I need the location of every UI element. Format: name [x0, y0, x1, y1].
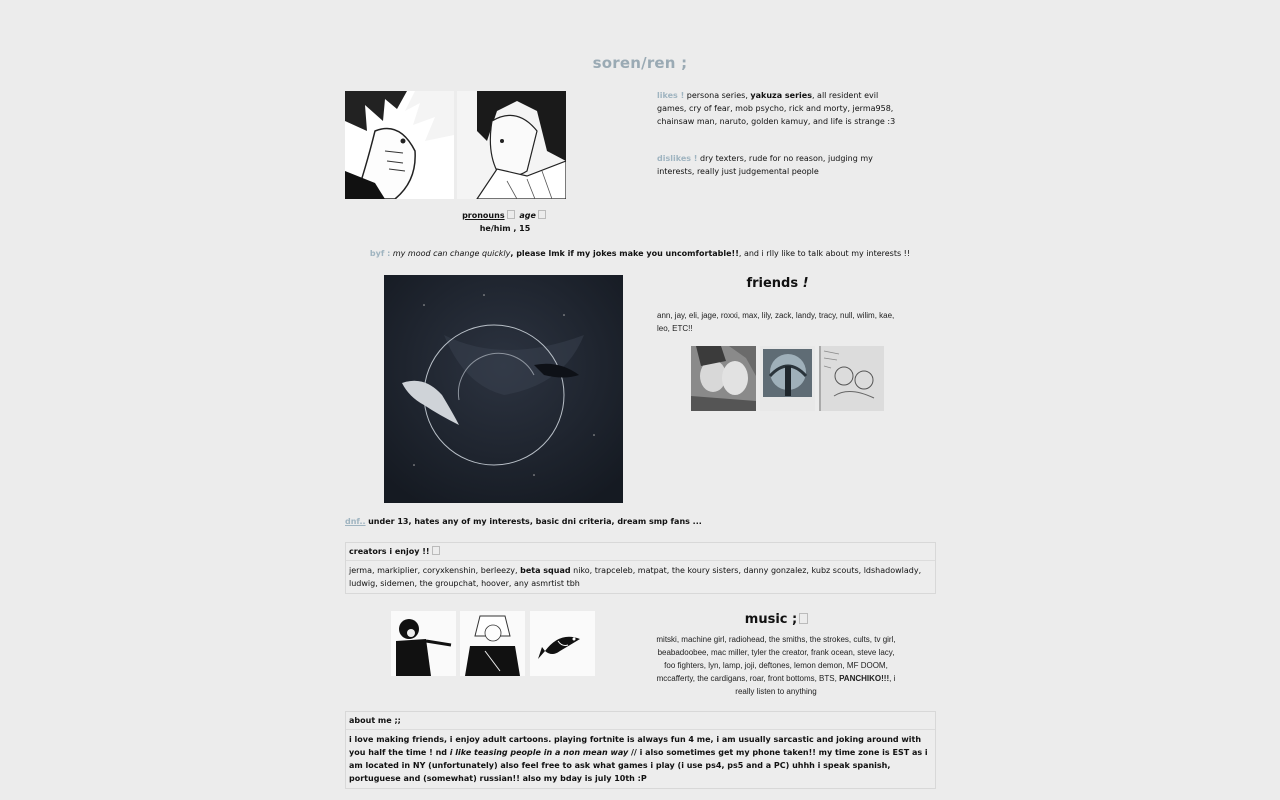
byf-bold: , please lmk if my jokes make you uncomfortable!!: [510, 249, 739, 258]
dni-text: under 13, hates any of my interests, basic dni criteria, dream smp fans ...: [368, 517, 702, 526]
friends-heading-text: friends: [746, 276, 799, 291]
creators-bold: beta squad: [520, 566, 571, 575]
music-heading: [655, 612, 900, 627]
symbol-icon: [538, 210, 546, 219]
likes-section: [657, 89, 902, 128]
byf-italic: my mood can change quickly: [392, 249, 511, 258]
likes-bold: yakuza series: [750, 91, 812, 100]
creators-text: jerma, markiplier, coryxkenshin, berleezy,: [349, 566, 521, 575]
sasuke-manga-image: [457, 91, 566, 199]
friends-heading-suffix: !: [802, 276, 809, 291]
friends-photo-2: [760, 346, 815, 411]
symbol-icon: [799, 613, 808, 624]
manga-couple-image: [391, 611, 456, 676]
pronouns-label-row: [400, 209, 610, 222]
friends-heading: [655, 276, 900, 291]
symbol-icon: [432, 546, 440, 555]
music-text-rest: , i really listen to anything: [735, 674, 896, 696]
creators-body: [346, 561, 935, 593]
friends-photo-3: [819, 346, 884, 411]
creators-text-rest: niko, trapceleb, matpat, the koury sisters, danny gonzalez, kubz scouts, ldshadowlady, ludwig, sidemen, the groupchat, hoover, any asmrtist tbh: [349, 566, 922, 588]
symbol-icon: [507, 210, 515, 219]
pronouns-value: he/him , 15: [479, 224, 531, 233]
music-bold: PANCHIKO!!!: [839, 674, 890, 683]
dni-label: dnf..: [345, 517, 366, 526]
byf-section: [0, 247, 1280, 260]
creators-header-text: creators i enjoy !!: [349, 547, 430, 556]
likes-label: likes !: [657, 91, 685, 100]
music-heading-text: music ;: [744, 612, 798, 627]
dislikes-text: dry texters, rude for no reason, judging my interests, really just judgemental people: [657, 154, 873, 176]
music-text: mitski, machine girl, radiohead, the smiths, the strokes, cults, tv girl, beabadoobee, mac miller, tyler the creator, frank ocean, steve lacy, foo fighters, lyn, lamp, joji, deftones, lemon demon, MF DOOM, mccafferty, the cardigans, roar, front bottoms, BTS,: [656, 635, 896, 683]
friends-list: ann, jay, eli, jage, roxxi, max, lily, zack, landy, tracy, null, wilim, kae, leo, ETC!!: [657, 311, 895, 333]
dni-section: [345, 515, 945, 528]
age-label: age: [519, 211, 536, 220]
space-fish-image: [384, 275, 623, 503]
page-title: soren/ren ;: [592, 54, 688, 72]
byf-label: byf :: [369, 249, 391, 258]
dislikes-section: [657, 152, 882, 178]
byf-text: , and i rlly like to talk about my interests !!: [738, 249, 911, 258]
about-header: about me ;;: [346, 712, 935, 730]
about-text: i love making friends, i enjoy adult cartoons. playing fortnite is always fun 4 me, i am usually sarcastic and joking around with you half the time ! nd: [349, 735, 922, 757]
about-text-rest: // i also sometimes get my phone taken!! my time zone is EST as i am located in NY (unfortunately) also feel free to ask what games i play (i use ps4, ps5 and a PC) uhhh i speak spanish, portuguese and (somewhat) russian!! also my bday is july 10th :P: [349, 748, 928, 783]
koi-fish-image: [530, 611, 595, 676]
friends-photo-1: [691, 346, 756, 411]
likes-text: persona series,: [686, 91, 751, 100]
about-body: [346, 730, 935, 788]
about-italic: i like teasing people in a non mean way: [449, 748, 629, 757]
pronouns-label: pronouns: [462, 211, 505, 220]
music-list: [656, 633, 896, 698]
naruto-manga-image: [345, 91, 454, 199]
creators-header: [346, 543, 935, 561]
dislikes-label: dislikes !: [657, 154, 698, 163]
manga-hug-image: [460, 611, 525, 676]
creators-box: [345, 542, 936, 594]
likes-text-rest: , all resident evil games, cry of fear, mob psycho, rick and morty, jerma958, chainsaw man, naruto, golden kamuy, and life is strange :3: [657, 91, 896, 126]
about-box: [345, 711, 936, 789]
